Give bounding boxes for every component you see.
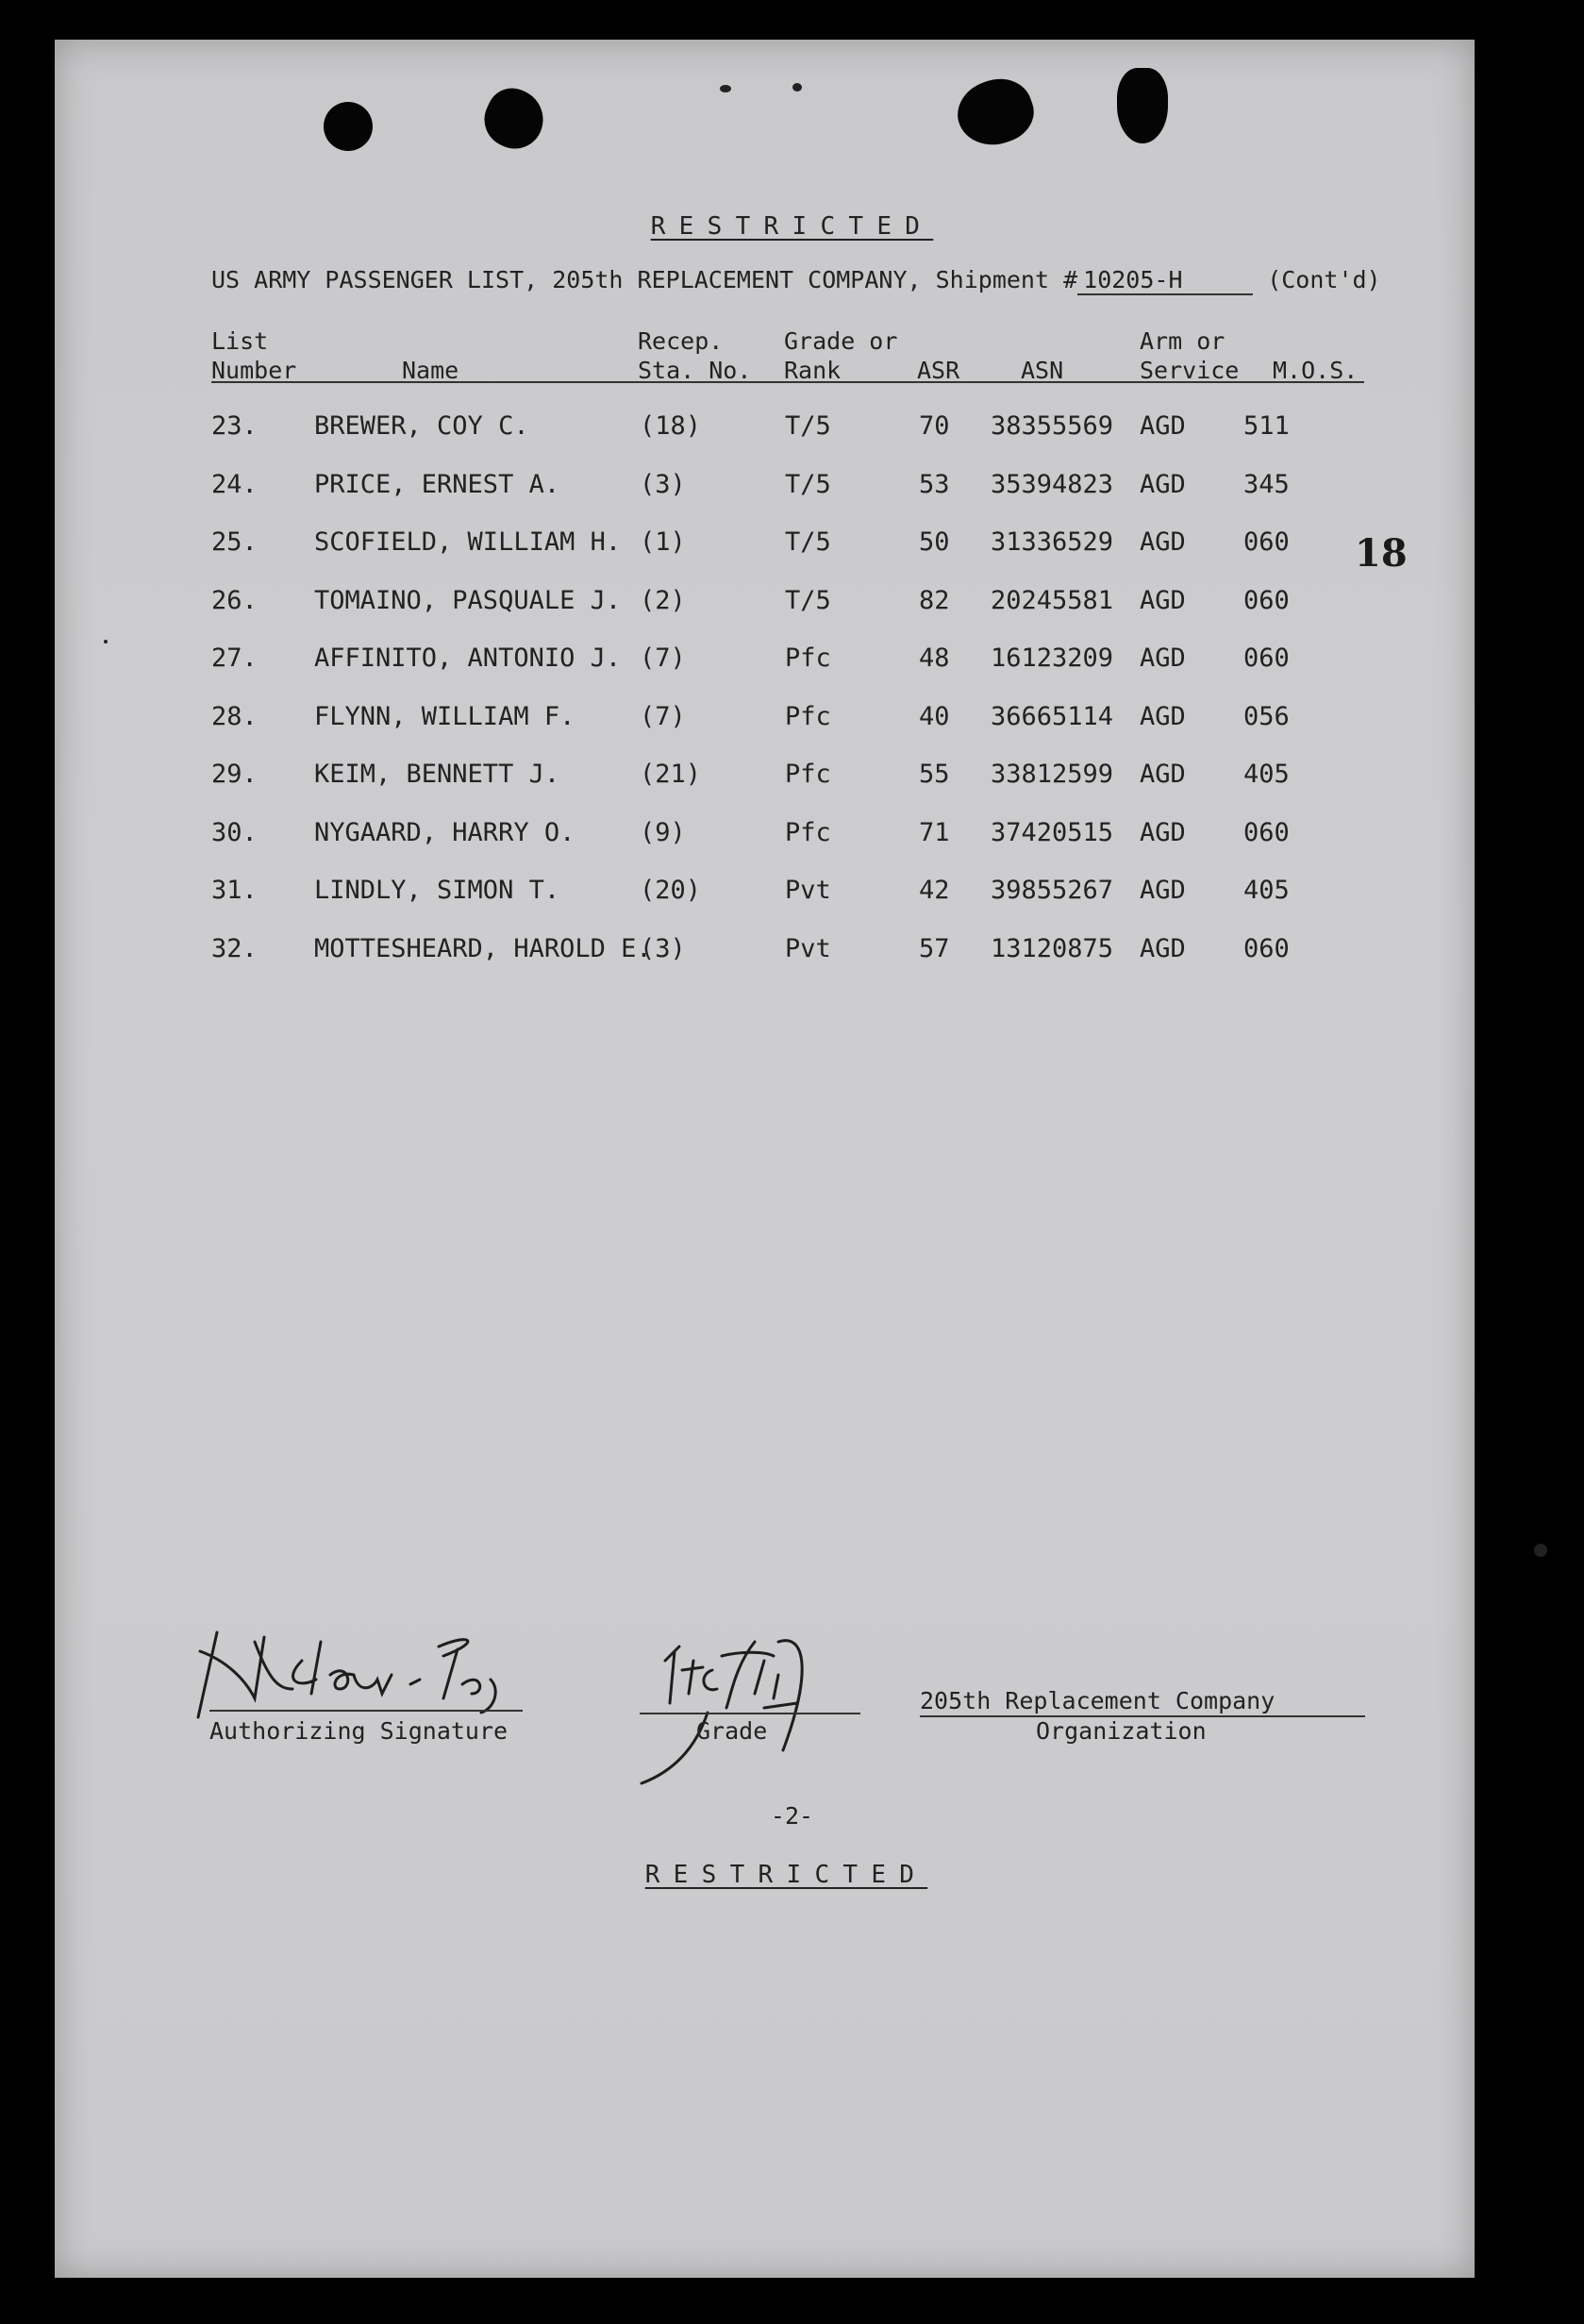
continued-label: (Cont'd) [1267,266,1381,293]
table-row [0,818,1584,856]
asr-score: 53 [919,469,950,499]
mos-code: 060 [1243,585,1290,615]
serial-number: 35394823 [991,469,1114,499]
passenger-name: FLYNN, WILLIAM F. [314,701,575,731]
asr-score: 82 [919,585,950,615]
serial-number: 38355569 [991,411,1114,441]
table-row [0,644,1584,681]
mos-code: 060 [1243,817,1290,847]
margin-page-number: 18 [1355,531,1408,576]
row-number: 31. [211,876,258,905]
serial-number: 20245581 [991,585,1114,615]
arm-service: AGD [1140,469,1186,499]
table-row [0,527,1584,565]
ink-speck [792,83,802,92]
arm-service: AGD [1140,411,1186,441]
reception-station: (9) [640,817,686,847]
table-row [0,470,1584,508]
mos-code: 060 [1243,933,1290,963]
asr-score: 70 [919,411,950,441]
reception-station: (7) [640,644,686,673]
signature-line [209,1710,523,1712]
column-header-mos: M.O.S. [1273,357,1359,384]
grade-rank: T/5 [785,469,831,499]
row-number: 32. [211,933,258,963]
passenger-name: KEIM, BENNETT J. [314,760,560,789]
table-row [0,876,1584,913]
table-row [0,411,1584,449]
column-header-grade: Grade or Rank [784,327,898,384]
shipment-number: 10205-H [1077,266,1253,295]
passenger-name: MOTTESHEARD, HAROLD E. [314,933,652,963]
column-header-asn: ASN [1021,357,1064,384]
reception-station: (3) [640,933,686,963]
arm-service: AGD [1140,876,1186,905]
mos-code: 405 [1243,876,1290,905]
row-number: 29. [211,760,258,789]
row-number: 23. [211,411,258,441]
reception-station: (2) [640,585,686,615]
grade-rank: T/5 [785,585,831,615]
passenger-name: TOMAINO, PASQUALE J. [314,585,622,615]
table-row [0,586,1584,624]
passenger-name: AFFINITO, ANTONIO J. [314,644,622,673]
serial-number: 39855267 [991,876,1114,905]
passenger-name: NYGAARD, HARRY O. [314,817,575,847]
grade-rank: Pfc [785,817,831,847]
grade-caption: Grade [696,1717,768,1745]
row-number: 28. [211,701,258,731]
signature-caption: Authorizing Signature [209,1717,509,1745]
arm-service: AGD [1140,760,1186,789]
mos-code: 060 [1243,527,1290,557]
passenger-name: LINDLY, SIMON T. [314,876,560,905]
handwritten-grade [623,1618,868,1788]
serial-number: 33812599 [991,760,1114,789]
row-number: 24. [211,469,258,499]
punch-hole [1117,68,1168,143]
asr-score: 71 [919,817,950,847]
organization-name: 205th Replacement Company [920,1687,1276,1714]
serial-number: 36665114 [991,701,1114,731]
column-header-list-number: List Number [211,327,297,384]
passenger-name: SCOFIELD, WILLIAM H. [314,527,622,557]
asr-score: 57 [919,933,950,963]
asr-score: 42 [919,876,950,905]
grade-rank: T/5 [785,527,831,557]
mos-code: 345 [1243,469,1290,499]
arm-service: AGD [1140,817,1186,847]
page-number: -2- [770,1802,814,1830]
serial-number: 16123209 [991,644,1114,673]
asr-score: 55 [919,760,950,789]
grade-rank: Pfc [785,644,831,673]
arm-service: AGD [1140,644,1186,673]
table-row [0,934,1584,972]
punch-hole [324,102,373,151]
row-number: 30. [211,817,258,847]
grade-rank: Pfc [785,701,831,731]
asr-score: 48 [919,644,950,673]
list-title: US ARMY PASSENGER LIST, 205th REPLACEMENT COMPANY, Shipment # [211,266,1078,293]
passenger-name: BREWER, COY C. [314,411,529,441]
mos-code: 060 [1243,644,1290,673]
asr-score: 40 [919,701,950,731]
reception-station: (7) [640,701,686,731]
classification-top: RESTRICTED [650,212,934,241]
classification-bottom: RESTRICTED [644,1861,928,1889]
organization-caption: Organization [1036,1717,1207,1745]
ink-speck [720,85,731,92]
header-rule [211,381,1364,383]
arm-service: AGD [1140,933,1186,963]
arm-service: AGD [1140,527,1186,557]
arm-service: AGD [1140,585,1186,615]
asr-score: 50 [919,527,950,557]
column-header-asr: ASR [917,357,960,384]
mos-code: 056 [1243,701,1290,731]
column-header-recep: Recep. Sta. No. [638,327,752,384]
reception-station: (3) [640,469,686,499]
grade-line [640,1713,860,1714]
grade-rank: Pvt [785,876,831,905]
passenger-name: PRICE, ERNEST A. [314,469,560,499]
table-row [0,760,1584,797]
arm-service: AGD [1140,701,1186,731]
ink-speck [1531,1541,1549,1559]
list-heading [211,266,1381,295]
row-number: 27. [211,644,258,673]
grade-rank: Pfc [785,760,831,789]
mos-code: 405 [1243,760,1290,789]
serial-number: 13120875 [991,933,1114,963]
column-header-arm: Arm or Service [1140,327,1240,384]
row-number: 25. [211,527,258,557]
grade-rank: Pvt [785,933,831,963]
serial-number: 31336529 [991,527,1114,557]
table-row [0,702,1584,740]
column-header-name: Name [402,357,459,384]
reception-station: (18) [640,411,702,441]
reception-station: (1) [640,527,686,557]
reception-station: (21) [640,760,702,789]
row-number: 26. [211,585,258,615]
reception-station: (20) [640,876,702,905]
mos-code: 511 [1243,411,1290,441]
serial-number: 37420515 [991,817,1114,847]
grade-rank: T/5 [785,411,831,441]
